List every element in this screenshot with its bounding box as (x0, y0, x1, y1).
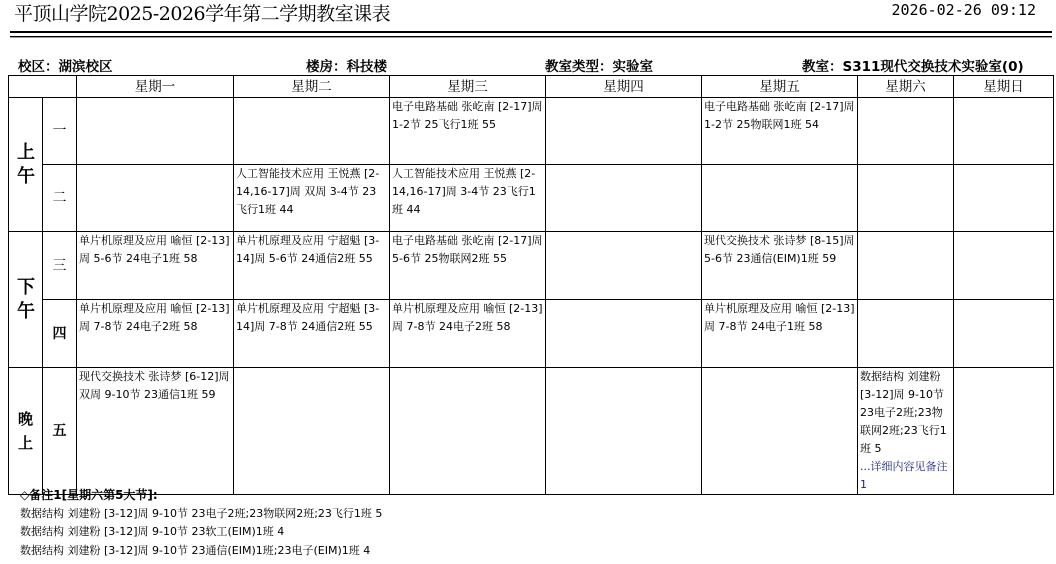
divider (10, 37, 1052, 38)
table-row (9, 232, 1054, 300)
course-cell (954, 165, 1054, 232)
course-cell: 电子电路基础 张屹南 [2-17]周 5-6节 25物联网2班 55 (390, 232, 546, 300)
course-cell (954, 300, 1054, 368)
section-label: 二 (43, 165, 77, 232)
course-cell: 单片机原理及应用 宁超魁 [3-14]周 7-8节 24通信2班 55 (234, 300, 390, 368)
timetable (8, 75, 1054, 495)
course-cell: 现代交换技术 张诗梦 [8-15]周 5-6节 23通信(EIM)1班 59 (702, 232, 858, 300)
period-evening: 晚上 (9, 368, 43, 495)
day-header: 星期四 (546, 76, 702, 98)
course-cell (858, 165, 954, 232)
corner-cell (9, 76, 77, 98)
period-morning: 上午 (9, 98, 43, 232)
course-cell (546, 232, 702, 300)
period-afternoon: 下午 (9, 232, 43, 368)
course-cell (954, 368, 1054, 495)
course-cell (77, 98, 234, 165)
section-label: 五 (43, 368, 77, 495)
course-cell (546, 368, 702, 495)
datetime: 2026-02-26 09:12 (891, 1, 1036, 19)
course-cell: 现代交换技术 张诗梦 [6-12]周 双周 9-10节 23通信1班 59 (77, 368, 234, 495)
course-cell: 单片机原理及应用 喻恒 [2-13]周 5-6节 24电子1班 58 (77, 232, 234, 300)
day-header: 星期日 (954, 76, 1054, 98)
header-row (9, 76, 1054, 98)
course-cell (702, 368, 858, 495)
table-row (9, 300, 1054, 368)
course-cell (858, 300, 954, 368)
page-title: 平顶山学院2025-2026学年第二学期教室课表 (14, 3, 391, 25)
table-row (9, 98, 1054, 165)
course-cell (546, 300, 702, 368)
course-cell (546, 98, 702, 165)
room-type-label: 教室类型：实验室 (545, 59, 653, 75)
course-cell (702, 165, 858, 232)
day-header: 星期五 (702, 76, 858, 98)
course-cell: 电子电路基础 张屹南 [2-17]周 1-2节 25物联网1班 54 (702, 98, 858, 165)
course-cell (954, 232, 1054, 300)
campus-label: 校区：湖滨校区 (18, 59, 113, 75)
note-line: 数据结构 刘建粉 [3-12]周 9-10节 23软工(EIM)1班 4 (20, 525, 285, 538)
day-header: 星期一 (77, 76, 234, 98)
course-text: 数据结构 刘建粉 [3-12]周 9-10节 23电子2班;23物联网2班;23飞行1班 5 (860, 370, 947, 455)
course-cell (954, 98, 1054, 165)
day-header: 星期三 (390, 76, 546, 98)
course-cell (858, 232, 954, 300)
day-header: 星期二 (234, 76, 390, 98)
course-cell (390, 368, 546, 495)
table-row (9, 368, 1054, 495)
table-row (9, 165, 1054, 232)
course-cell: 单片机原理及应用 喻恒 [2-13]周 7-8节 24电子1班 58 (702, 300, 858, 368)
course-cell (234, 368, 390, 495)
building-label: 楼房：科技楼 (306, 59, 387, 75)
course-cell (546, 165, 702, 232)
course-cell: 人工智能技术应用 王悦燕 [2-14,16-17]周 3-4节 23飞行1班 44 (390, 165, 546, 232)
course-cell: 人工智能技术应用 王悦燕 [2-14,16-17]周 双周 3-4节 23飞行1班 44 (234, 165, 390, 232)
notes-section (20, 486, 382, 560)
section-label: 三 (43, 232, 77, 300)
note-line: 数据结构 刘建粉 [3-12]周 9-10节 23通信(EIM)1班;23电子(EIM)1班 4 (20, 543, 371, 557)
course-cell: 单片机原理及应用 喻恒 [2-13]周 7-8节 24电子2班 58 (77, 300, 234, 368)
note-line: 数据结构 刘建粉 [3-12]周 9-10节 23电子2班;23物联网2班;23飞行1班 5 (20, 506, 383, 520)
course-cell (858, 368, 954, 495)
day-header: 星期六 (858, 76, 954, 98)
see-note-link[interactable]: ...详细内容见备注1 (860, 460, 948, 491)
course-cell (858, 98, 954, 165)
course-cell (234, 98, 390, 165)
course-cell: 单片机原理及应用 宁超魁 [3-14]周 5-6节 24通信2班 55 (234, 232, 390, 300)
room-label: 教室：S311现代交换技术实验室(0) (802, 59, 1024, 75)
course-cell: 单片机原理及应用 喻恒 [2-13]周 7-8节 24电子2班 58 (390, 300, 546, 368)
course-cell (77, 165, 234, 232)
course-cell: 电子电路基础 张屹南 [2-17]周 1-2节 25飞行1班 55 (390, 98, 546, 165)
section-label: 四 (43, 300, 77, 368)
section-label: 一 (43, 98, 77, 165)
note-heading: ◇备注1[星期六第5大节]: (20, 488, 158, 502)
